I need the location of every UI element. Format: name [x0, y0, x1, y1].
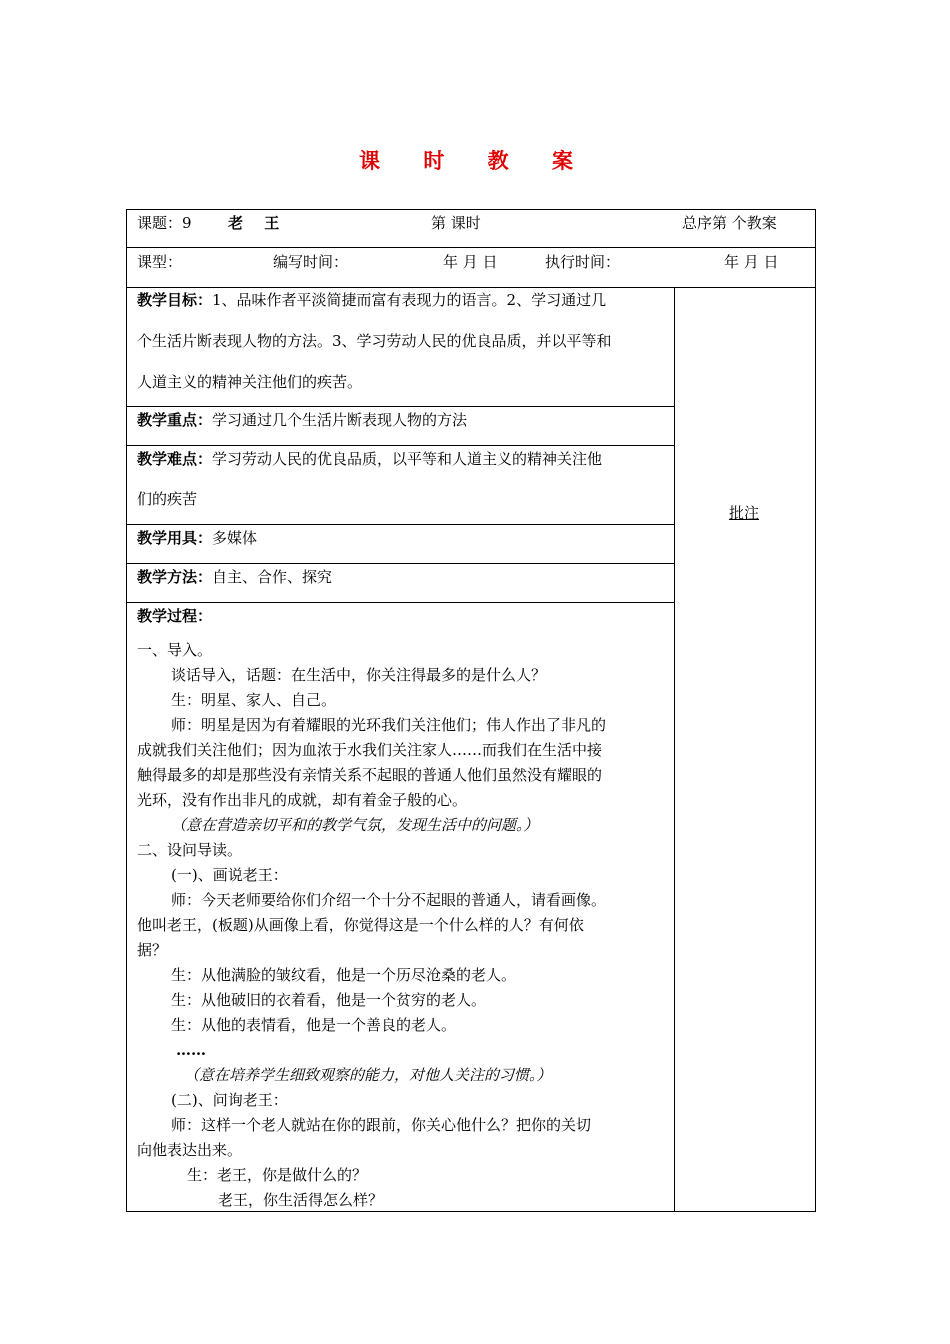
annotation-column-divider [674, 287, 675, 1212]
process-line: 他叫老王，(板题)从画像上看，你觉得这是一个什么样的人？有何依 [137, 916, 584, 934]
method-text: 自主、合作、探究 [212, 568, 333, 586]
goals-line-1 [137, 290, 606, 310]
process-line: 谈话导入，话题：在生活中，你关注得最多的是什么人？ [171, 666, 547, 684]
difficulty-row [137, 449, 602, 469]
row-divider [126, 602, 674, 603]
total-sequence: 总序第 个教案 [682, 214, 777, 232]
focus-text: 学习通过几个生活片断表现人物的方法 [212, 411, 468, 429]
lesson-type-label: 课型： [137, 253, 183, 271]
goals-line-3: 人道主义的精神关注他们的疾苦。 [137, 373, 363, 391]
annotation-label: 批注 [729, 504, 760, 522]
lesson-number: 第 课时 [431, 214, 481, 232]
row-divider [126, 445, 674, 446]
process-line: (一)、画说老王： [171, 866, 288, 884]
process-line: 触得最多的却是那些没有亲情关系不起眼的普通人他们虽然没有耀眼的 [137, 766, 603, 784]
process-ellipsis: …… [176, 1041, 206, 1059]
process-line: 向他表达出来。 [137, 1141, 243, 1159]
process-line: 成就我们关注他们；因为血浓于水我们关注家人……而我们在生活中接 [137, 741, 603, 759]
process-line: 生：从他的表情看，他是一个善良的老人。 [171, 1016, 457, 1034]
goals-label: 教学目标： [137, 291, 213, 309]
difficulty-label: 教学难点： [137, 450, 213, 468]
process-line: 二、设问导读。 [137, 841, 243, 859]
row-divider [126, 524, 674, 525]
exec-date: 年 月 日 [724, 253, 779, 271]
row-divider [126, 406, 674, 407]
goals-line-2: 个生活片断表现人物的方法。3、学习劳动人民的优良品质，并以平等和 [137, 332, 612, 350]
process-line: 生：从他满脸的皱纹看，他是一个历尽沧桑的老人。 [171, 966, 517, 984]
process-line: 生：老王，你是做什么的？ [187, 1166, 368, 1184]
process-line: (二)、问询老王： [171, 1091, 288, 1109]
difficulty-text: 学习劳动人民的优良品质，以平等和人道主义的精神关注他 [212, 450, 603, 468]
page-title: 课 时 教 案 [359, 148, 591, 173]
process-note: （意在培养学生细致观察的能力，对他人关注的习惯。） [184, 1066, 552, 1084]
method-label: 教学方法： [137, 568, 213, 586]
focus-row [137, 410, 467, 430]
goals-text: 1、品味作者平淡简捷而富有表现力的语言。2、学习通过几 [212, 291, 607, 309]
process-line: 师：明星是因为有着耀眼的光环我们关注他们；伟人作出了非凡的 [171, 716, 607, 734]
process-line: 光环，没有作出非凡的成就，却有着金子般的心。 [137, 791, 468, 809]
process-line: 一、导入。 [137, 641, 213, 659]
difficulty-line-2: 们的疾苦 [137, 490, 198, 508]
topic-label: 课题：9 [137, 214, 192, 232]
process-line: 生：从他破旧的衣着看，他是一个贫穷的老人。 [171, 991, 487, 1009]
row-divider [126, 563, 674, 564]
write-date: 年 月 日 [443, 253, 498, 271]
tools-label: 教学用具： [137, 529, 213, 547]
row-divider [126, 287, 816, 288]
lesson-plan-table [126, 209, 816, 1212]
tools-row [137, 528, 257, 548]
process-line: 老王，你生活得怎么样？ [218, 1191, 384, 1209]
topic-name: 老 王 [228, 214, 288, 232]
exec-time-label: 执行时间： [545, 253, 621, 271]
tools-text: 多媒体 [212, 529, 258, 547]
process-label: 教学过程： [137, 607, 213, 625]
process-line: 师：这样一个老人就站在你的跟前，你关心他什么？把你的关切 [171, 1116, 592, 1134]
process-line: 生：明星、家人、自己。 [171, 691, 337, 709]
process-line: 据？ [137, 941, 168, 959]
write-time-label: 编写时间： [273, 253, 349, 271]
focus-label: 教学重点： [137, 411, 213, 429]
method-row [137, 567, 332, 587]
row-divider [126, 247, 816, 248]
process-note: （意在营造亲切平和的教学气氛，发现生活中的问题。） [171, 816, 539, 834]
process-line: 师：今天老师要给你们介绍一个十分不起眼的普通人，请看画像。 [171, 891, 607, 909]
